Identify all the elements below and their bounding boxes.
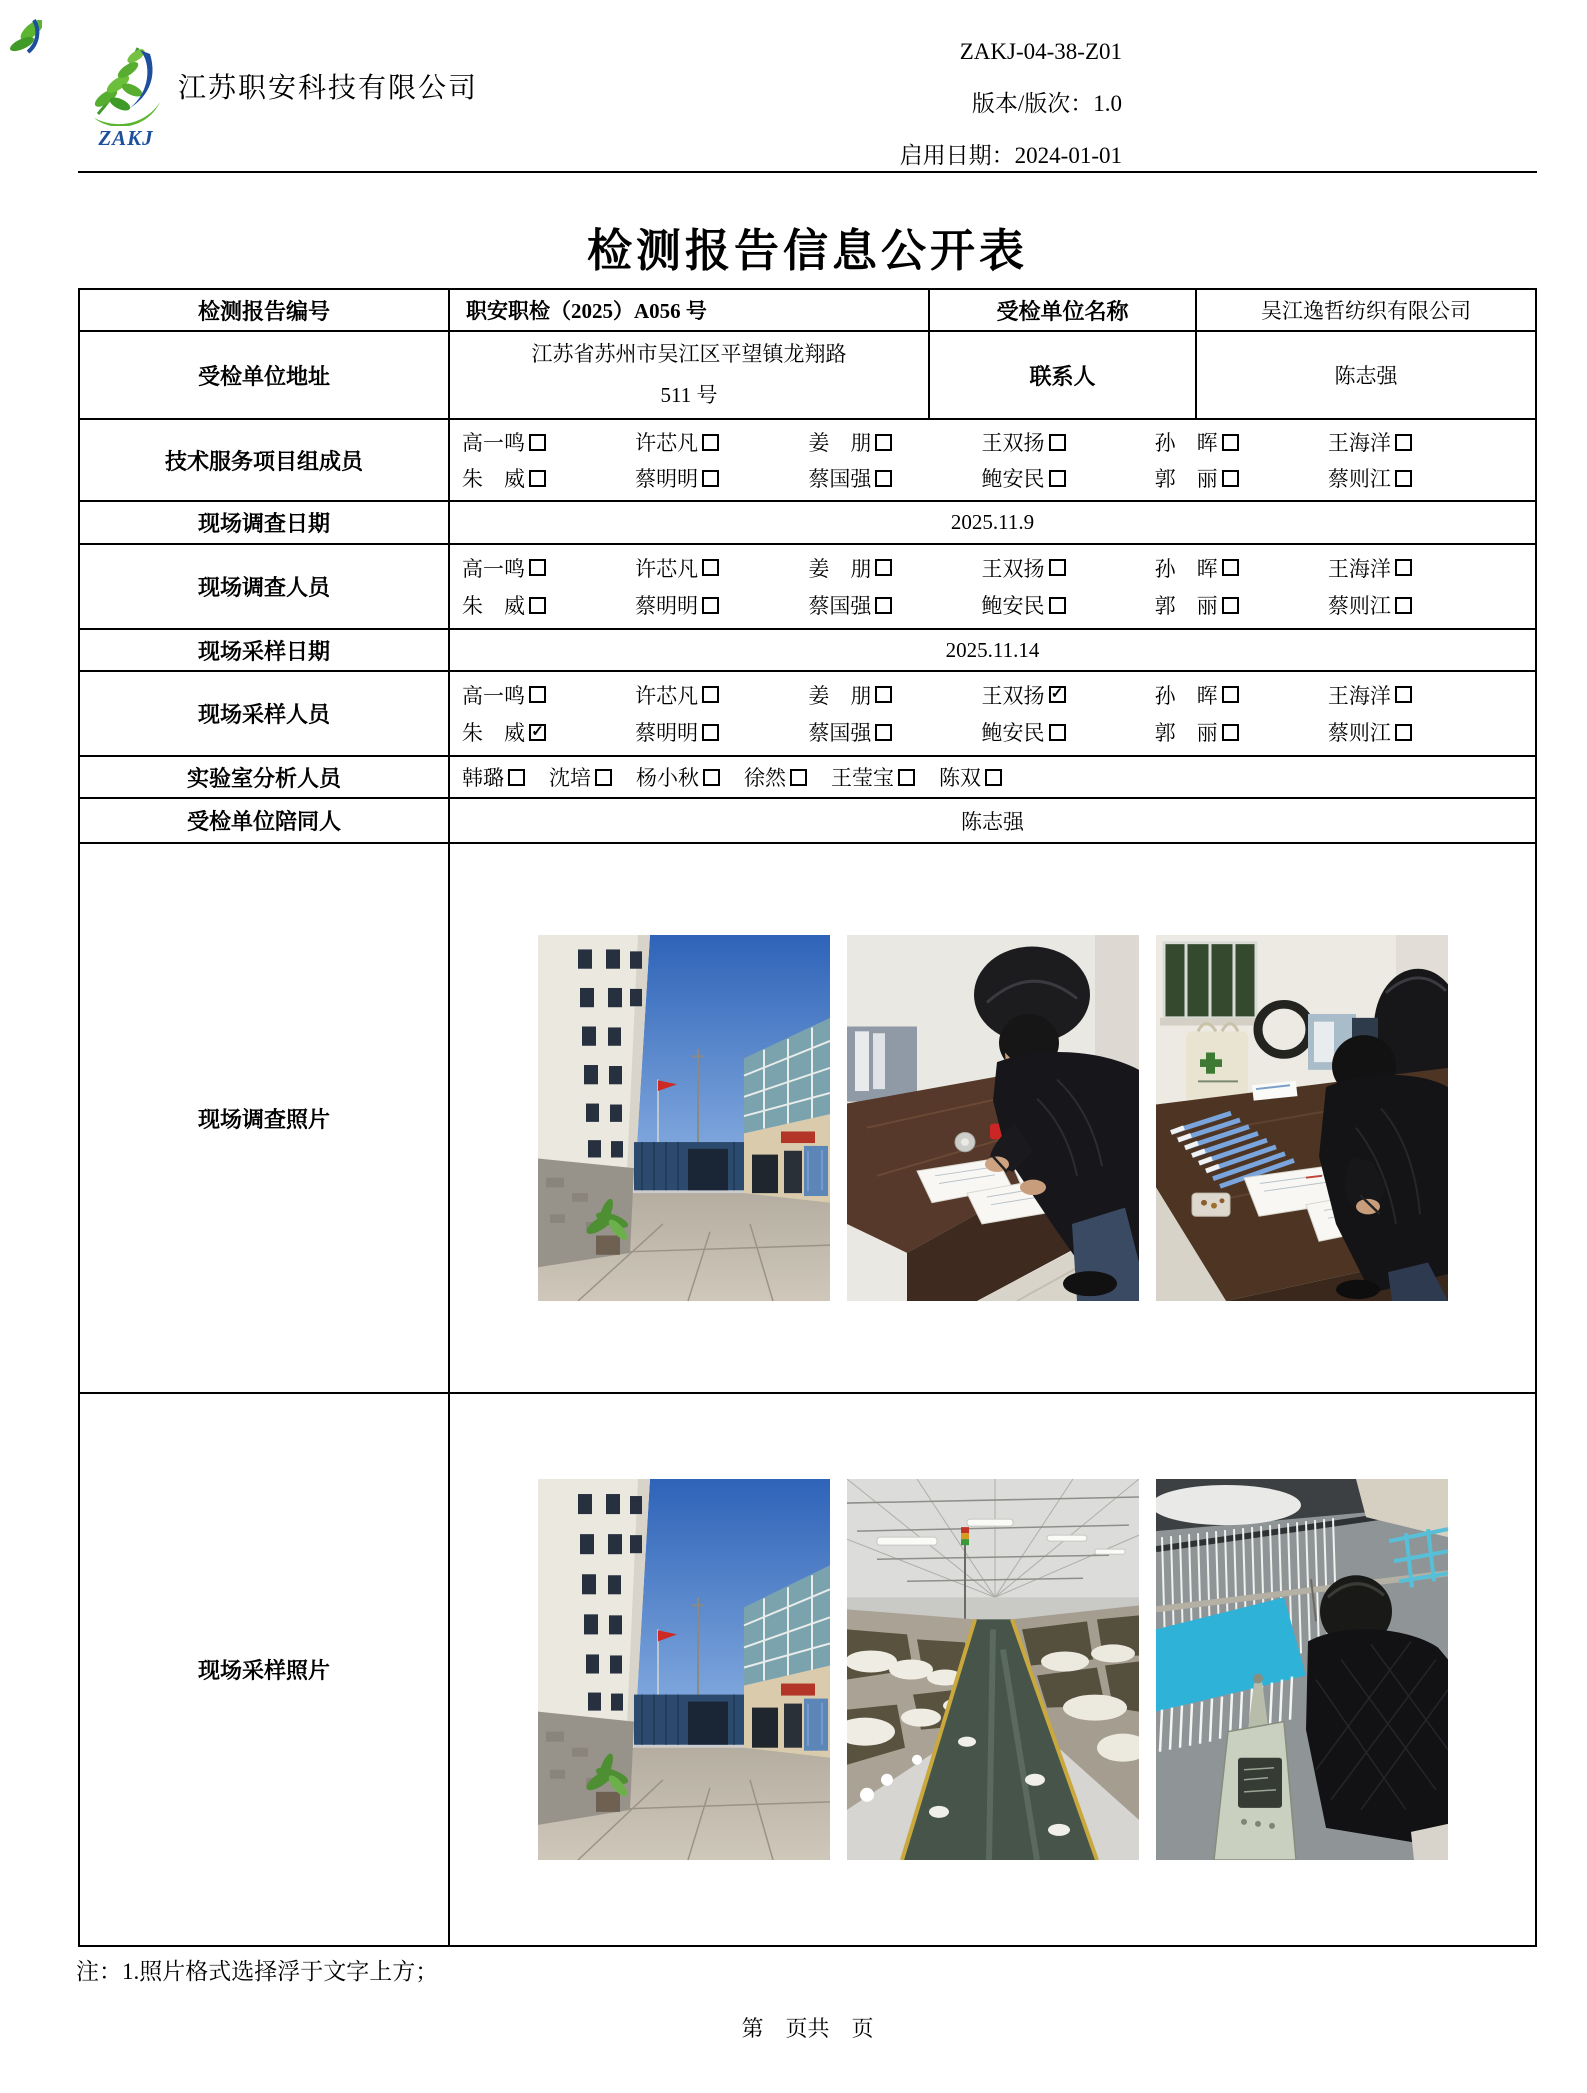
member-name: 王海洋 bbox=[1327, 556, 1391, 581]
survey-staff-label: 现场调查人员 bbox=[80, 545, 450, 630]
member-item bbox=[744, 762, 807, 792]
checkbox-unchecked-icon bbox=[1395, 686, 1412, 703]
member-name: 蔡明明 bbox=[635, 721, 699, 746]
sampling-photos-cell bbox=[450, 1394, 1535, 1945]
member-item bbox=[462, 590, 635, 620]
checkbox-unchecked-icon bbox=[529, 470, 546, 487]
member-item bbox=[808, 590, 981, 620]
document-control-block bbox=[640, 26, 1122, 182]
header-divider bbox=[78, 171, 1537, 173]
member-item bbox=[1328, 463, 1501, 493]
member-name: 许芯凡 bbox=[635, 431, 699, 455]
survey-staff-row-2 bbox=[462, 587, 1501, 625]
member-item bbox=[1155, 680, 1328, 710]
checkbox-unchecked-icon bbox=[1222, 686, 1239, 703]
checkbox-checked-icon: ✓ bbox=[529, 724, 546, 741]
footnote: 注：1.照片格式选择浮于文字上方； bbox=[76, 1959, 439, 1984]
checkbox-unchecked-icon bbox=[1049, 597, 1066, 614]
member-name: 韩璐 bbox=[462, 766, 504, 790]
member-item bbox=[635, 463, 808, 493]
checkbox-unchecked-icon bbox=[875, 686, 892, 703]
member-name: 朱 威 bbox=[462, 594, 525, 619]
sampling-staff-row-2 bbox=[462, 714, 1501, 752]
checkbox-unchecked-icon bbox=[702, 724, 719, 741]
member-name: 鲍安民 bbox=[981, 721, 1045, 746]
member-name: 鲍安民 bbox=[981, 594, 1045, 619]
team-members-cell bbox=[450, 420, 1535, 502]
member-item bbox=[808, 553, 981, 583]
member-item bbox=[808, 680, 981, 710]
sampling-photo-1 bbox=[538, 1479, 830, 1860]
checkbox-unchecked-icon bbox=[1222, 470, 1239, 487]
survey-photo-2 bbox=[847, 935, 1139, 1301]
member-name: 杨小秋 bbox=[636, 766, 699, 790]
member-name: 孙 晖 bbox=[1154, 431, 1218, 455]
checkbox-unchecked-icon bbox=[702, 470, 719, 487]
member-item bbox=[462, 717, 635, 747]
member-item bbox=[1155, 463, 1328, 493]
member-name: 蔡明明 bbox=[635, 594, 699, 619]
member-name: 王海洋 bbox=[1327, 431, 1391, 455]
logo-text: ZAKJ bbox=[98, 126, 154, 150]
sampling-date-label: 现场采样日期 bbox=[80, 630, 450, 672]
page-number-line: 第 页共 页 bbox=[741, 2016, 874, 2041]
member-name: 许芯凡 bbox=[635, 683, 699, 708]
member-item bbox=[1328, 553, 1501, 583]
member-item bbox=[939, 762, 1002, 792]
member-item bbox=[462, 463, 635, 493]
member-name: 蔡国强 bbox=[808, 594, 872, 619]
member-name: 高一鸣 bbox=[462, 556, 525, 581]
contact-value: 陈志强 bbox=[1197, 332, 1535, 420]
escort-label: 受检单位陪同人 bbox=[80, 799, 450, 844]
survey-date-label: 现场调查日期 bbox=[80, 502, 450, 545]
checkbox-unchecked-icon bbox=[595, 769, 612, 786]
member-name: 孙 晖 bbox=[1154, 683, 1218, 708]
checkbox-unchecked-icon bbox=[1049, 470, 1066, 487]
member-item bbox=[636, 762, 720, 792]
member-item bbox=[549, 762, 612, 792]
unit-name-label: 受检单位名称 bbox=[930, 290, 1197, 332]
lab-staff-label: 实验室分析人员 bbox=[80, 757, 450, 799]
survey-photos-label: 现场调查照片 bbox=[80, 844, 450, 1394]
team-label: 技术服务项目组成员 bbox=[80, 420, 450, 502]
checkbox-unchecked-icon bbox=[1395, 470, 1412, 487]
member-item bbox=[635, 590, 808, 620]
member-item bbox=[831, 762, 915, 792]
info-table bbox=[78, 288, 1537, 1947]
sampling-staff-cell bbox=[450, 672, 1535, 757]
member-item bbox=[1155, 590, 1328, 620]
sampling-staff-row-1 bbox=[462, 676, 1501, 714]
sampling-staff-label: 现场采样人员 bbox=[80, 672, 450, 757]
member-name: 陈双 bbox=[939, 766, 981, 790]
checkbox-unchecked-icon bbox=[529, 434, 546, 451]
member-name: 姜 朋 bbox=[808, 431, 872, 455]
report-no-value: 职安职检（2025）A056 号 bbox=[450, 290, 930, 332]
address-line-2: 511 号 bbox=[660, 383, 718, 407]
member-name: 王双扬 bbox=[981, 431, 1045, 455]
team-members-row-2 bbox=[462, 460, 1501, 496]
member-name: 沈培 bbox=[549, 766, 591, 790]
member-name: 王莹宝 bbox=[831, 766, 894, 790]
checkbox-checked-icon: ✓ bbox=[1049, 686, 1066, 703]
member-name: 徐然 bbox=[744, 766, 786, 790]
member-name: 高一鸣 bbox=[462, 431, 525, 455]
checkbox-unchecked-icon bbox=[1395, 724, 1412, 741]
checkbox-unchecked-icon bbox=[875, 470, 892, 487]
checkbox-unchecked-icon bbox=[1395, 434, 1412, 451]
checkbox-unchecked-icon bbox=[898, 769, 915, 786]
survey-staff-cell bbox=[450, 545, 1535, 630]
unit-address-label: 受检单位地址 bbox=[80, 332, 450, 420]
member-name: 朱 威 bbox=[462, 467, 525, 491]
survey-photos-cell bbox=[450, 844, 1535, 1394]
checkbox-unchecked-icon bbox=[1049, 434, 1066, 451]
doc-effective-date: 启用日期：2024-01-01 bbox=[899, 143, 1122, 168]
member-item bbox=[462, 427, 635, 457]
unit-name-value: 吴江逸哲纺织有限公司 bbox=[1197, 290, 1535, 332]
member-name: 王双扬 bbox=[981, 556, 1045, 581]
address-line-1: 江苏省苏州市吴江区平望镇龙翔路 bbox=[531, 342, 847, 366]
member-item bbox=[462, 762, 525, 792]
member-name: 姜 朋 bbox=[808, 683, 872, 708]
member-item bbox=[1155, 427, 1328, 457]
member-item bbox=[982, 590, 1155, 620]
member-item bbox=[982, 680, 1155, 710]
member-name: 鲍安民 bbox=[981, 467, 1045, 491]
member-item bbox=[808, 463, 981, 493]
member-item bbox=[808, 427, 981, 457]
member-name: 朱 威 bbox=[462, 721, 525, 746]
doc-code: ZAKJ-04-38-Z01 bbox=[959, 39, 1122, 64]
checkbox-unchecked-icon bbox=[1222, 597, 1239, 614]
checkbox-unchecked-icon bbox=[508, 769, 525, 786]
checkbox-unchecked-icon bbox=[875, 597, 892, 614]
checkbox-unchecked-icon bbox=[529, 559, 546, 576]
member-item bbox=[1155, 553, 1328, 583]
member-item bbox=[1328, 427, 1501, 457]
member-item bbox=[982, 427, 1155, 457]
member-name: 姜 朋 bbox=[808, 556, 872, 581]
member-item bbox=[462, 553, 635, 583]
checkbox-unchecked-icon bbox=[702, 686, 719, 703]
member-item bbox=[635, 553, 808, 583]
checkbox-unchecked-icon bbox=[529, 597, 546, 614]
escort-value: 陈志强 bbox=[450, 799, 1535, 844]
survey-photo-1 bbox=[538, 935, 830, 1301]
member-name: 蔡国强 bbox=[808, 721, 872, 746]
checkbox-unchecked-icon bbox=[875, 559, 892, 576]
corner-logo-fragment-icon bbox=[4, 12, 42, 56]
member-name: 郭 丽 bbox=[1154, 467, 1218, 491]
checkbox-unchecked-icon bbox=[1395, 559, 1412, 576]
checkbox-unchecked-icon bbox=[702, 597, 719, 614]
contact-label: 联系人 bbox=[930, 332, 1197, 420]
checkbox-unchecked-icon bbox=[529, 686, 546, 703]
member-item bbox=[462, 680, 635, 710]
member-name: 蔡则江 bbox=[1327, 721, 1391, 746]
member-name: 蔡则江 bbox=[1327, 594, 1391, 619]
sampling-photo-3 bbox=[1156, 1479, 1448, 1860]
checkbox-unchecked-icon bbox=[703, 769, 720, 786]
checkbox-unchecked-icon bbox=[985, 769, 1002, 786]
member-item bbox=[982, 553, 1155, 583]
member-name: 高一鸣 bbox=[462, 683, 525, 708]
survey-photo-3 bbox=[1156, 935, 1448, 1301]
member-item bbox=[1328, 717, 1501, 747]
member-item bbox=[982, 717, 1155, 747]
team-members-row-1 bbox=[462, 424, 1501, 460]
member-name: 王双扬 bbox=[981, 683, 1045, 708]
checkbox-unchecked-icon bbox=[875, 434, 892, 451]
member-name: 蔡国强 bbox=[808, 467, 872, 491]
checkbox-unchecked-icon bbox=[1049, 724, 1066, 741]
report-no-label: 检测报告编号 bbox=[80, 290, 450, 332]
checkbox-unchecked-icon bbox=[1222, 559, 1239, 576]
member-item bbox=[635, 680, 808, 710]
sampling-photo-2 bbox=[847, 1479, 1139, 1860]
survey-date-value: 2025.11.9 bbox=[450, 502, 1535, 545]
checkbox-unchecked-icon bbox=[790, 769, 807, 786]
checkbox-unchecked-icon bbox=[702, 559, 719, 576]
member-name: 蔡明明 bbox=[635, 467, 699, 491]
unit-address-value bbox=[450, 332, 930, 420]
member-name: 郭 丽 bbox=[1154, 594, 1218, 619]
member-name: 蔡则江 bbox=[1327, 467, 1391, 491]
checkbox-unchecked-icon bbox=[702, 434, 719, 451]
checkbox-unchecked-icon bbox=[1222, 724, 1239, 741]
member-item bbox=[635, 427, 808, 457]
member-item bbox=[1328, 680, 1501, 710]
member-name: 许芯凡 bbox=[635, 556, 699, 581]
member-item bbox=[635, 717, 808, 747]
company-logo-icon bbox=[84, 36, 164, 126]
sampling-date-value: 2025.11.14 bbox=[450, 630, 1535, 672]
member-item bbox=[1155, 717, 1328, 747]
sampling-photos-label: 现场采样照片 bbox=[80, 1394, 450, 1945]
page-title: 检测报告信息公开表 bbox=[586, 226, 1028, 276]
checkbox-unchecked-icon bbox=[1222, 434, 1239, 451]
member-item bbox=[982, 463, 1155, 493]
company-name: 江苏职安科技有限公司 bbox=[178, 73, 479, 104]
checkbox-unchecked-icon bbox=[875, 724, 892, 741]
member-name: 孙 晖 bbox=[1154, 556, 1218, 581]
checkbox-unchecked-icon bbox=[1395, 597, 1412, 614]
lab-staff-cell bbox=[450, 757, 1535, 799]
checkbox-unchecked-icon bbox=[1049, 559, 1066, 576]
survey-staff-row-1 bbox=[462, 549, 1501, 587]
member-name: 郭 丽 bbox=[1154, 721, 1218, 746]
member-item bbox=[808, 717, 981, 747]
member-item bbox=[1328, 590, 1501, 620]
member-name: 王海洋 bbox=[1327, 683, 1391, 708]
doc-version: 版本/版次：1.0 bbox=[971, 91, 1122, 116]
